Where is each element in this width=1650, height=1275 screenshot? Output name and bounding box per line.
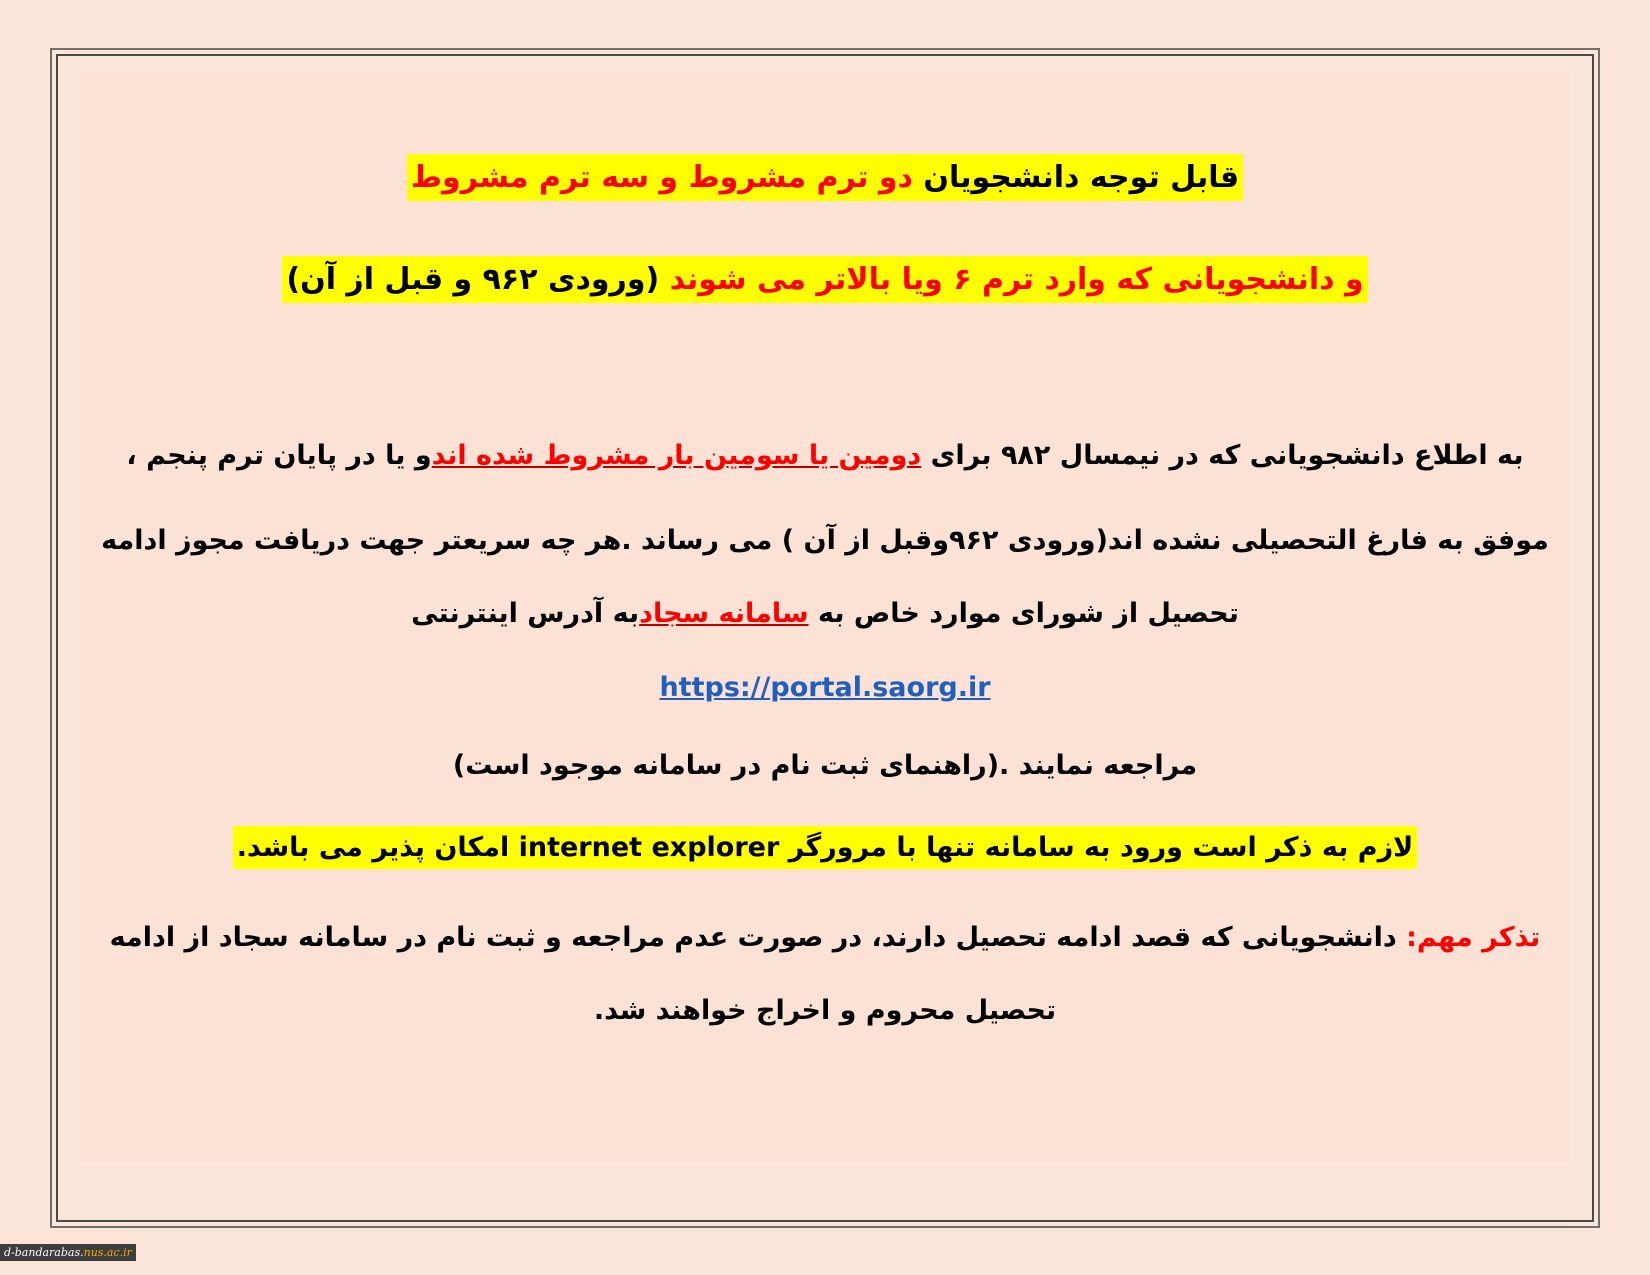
- body-line-1-red: دومین یا سومین بار مشروط شده اند: [431, 440, 922, 471]
- watermark-domain: d-bandarabas.: [4, 1246, 84, 1259]
- warning-line-1: [0, 922, 1650, 953]
- portal-link[interactable]: https://portal.saorg.ir: [659, 672, 991, 703]
- warning-text: دانشجویانی که قصد ادامه تحصیل دارند، در صورت عدم مراجعه و ثبت نام در سامانه سجاد از ادامه: [109, 922, 1397, 953]
- body-line-3-a: تحصیل از شورای موارد خاص به: [808, 598, 1239, 629]
- heading-1-red: دو ترم مشروط و سه ترم مشروط: [410, 160, 913, 195]
- body-line-5: مراجعه نمایند .(راهنمای ثبت نام در سامانه موجود است): [452, 750, 1198, 781]
- body-line-3-red: سامانه سجاد: [639, 598, 809, 629]
- heading-line-2: [0, 262, 1650, 297]
- warning-label: تذکر مهم:: [1396, 922, 1541, 953]
- watermark-suffix: nus.ac.ir: [83, 1246, 132, 1259]
- warning-line-2: تحصیل محروم و اخراج خواهند شد.: [593, 995, 1057, 1026]
- heading-1-highlight: [407, 154, 1243, 201]
- browser-note: لازم به ذکر است ورود به سامانه تنها با مرورگر internet explorer امکان پذیر می باشد.: [233, 826, 1417, 869]
- heading-line-1: [0, 160, 1650, 195]
- body-line-2: موفق به فارغ التحصیلی نشده اند(ورودی ۹۶۲وقبل از آن ) می رساند .هر چه سریعتر جهت دریافت مجوز ادامه: [101, 525, 1549, 556]
- body-line-3-b: به آدرس اینترنتی: [411, 598, 640, 629]
- site-watermark: [0, 1244, 136, 1261]
- body-line-1-b: و یا در پایان ترم پنجم ،: [126, 440, 432, 471]
- heading-2-highlight: [282, 256, 1367, 303]
- heading-1-black: قابل توجه دانشجویان: [912, 160, 1240, 195]
- body-line-1-a: به اطلاع دانشجویانی که در نیمسال ۹۸۲ برای: [921, 440, 1524, 471]
- heading-2-black: (ورودی ۹۶۲ و قبل از آن): [286, 262, 660, 297]
- heading-2-red: و دانشجویانی که وارد ترم ۶ ویا بالاتر می شوند: [659, 262, 1364, 297]
- body-line-1: [0, 440, 1650, 471]
- portal-link-line: [0, 672, 1650, 703]
- body-line-3: [0, 598, 1650, 629]
- browser-note-line: [0, 832, 1650, 863]
